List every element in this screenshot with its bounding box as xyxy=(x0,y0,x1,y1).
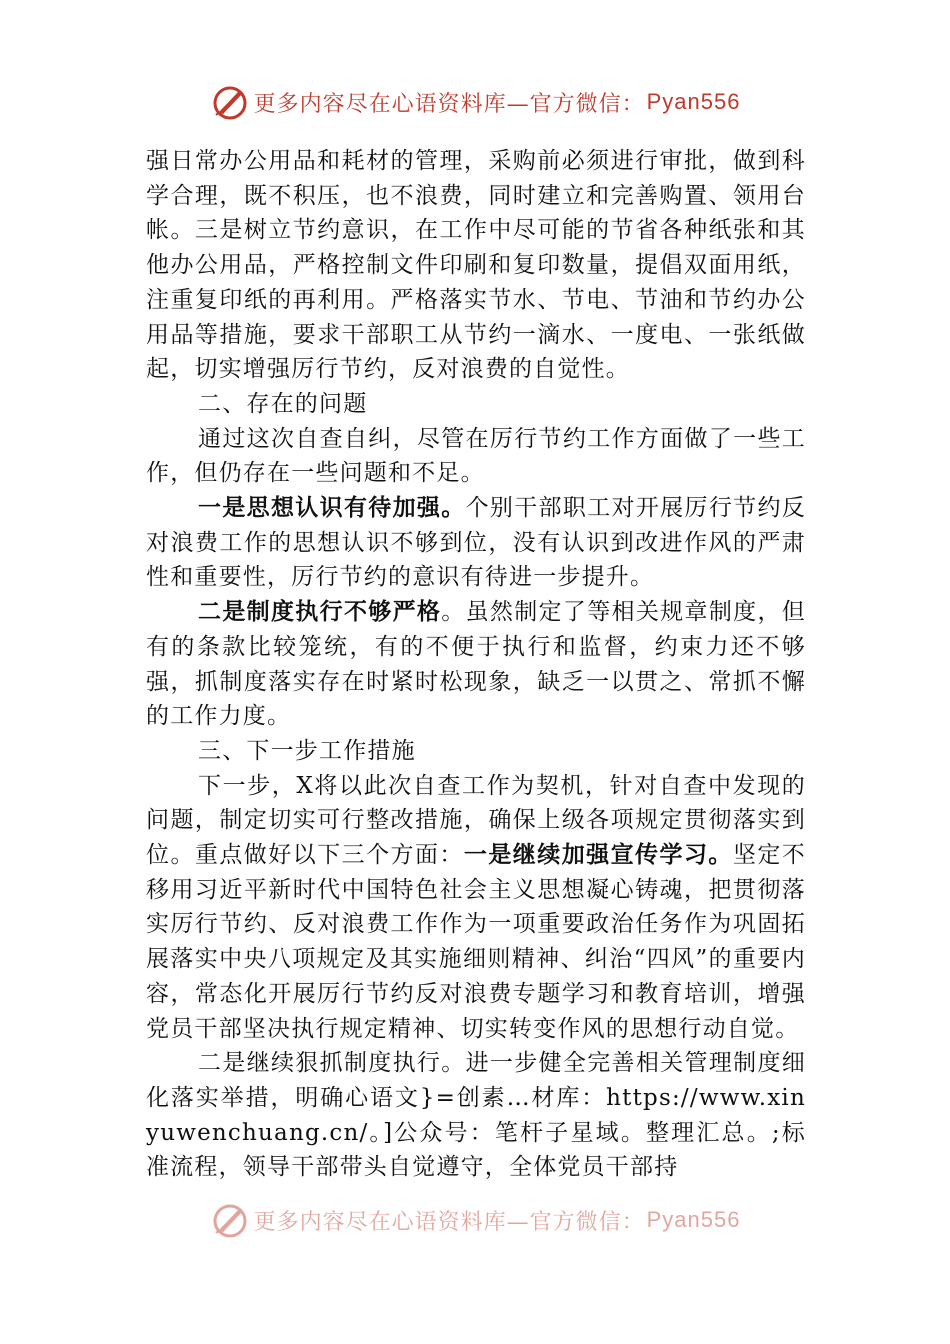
paragraph-system-execution xyxy=(146,595,806,734)
paragraph-self-inspection: 通过这次自查自纠，尽管在厉行节约工作方面做了一些工作，但仍存在一些问题和不足。 xyxy=(146,425,806,487)
text-next-steps-intro: 下一步，X将以此次自查工作为契机，针对自查中发现的问题，制定切实可行整改措施，确保上级各项规定贯彻落实到位。重点做好以下三个方面： xyxy=(146,772,806,869)
text-publicity-detail: 坚定不移用习近平新时代中国特色社会主义思想凝心铸魂，把贯彻落实厉行节约、反对浪费工作作为一项重要政治任务作为巩固拓展落实中央八项规定及其实施细则精神、纠治“四风”的重要内容，常态化开展厉行节约反对浪费专题学习和教育培训，增强党员干部坚决执行规定精神、切实转变作风的思想行动自觉。 xyxy=(146,842,806,1042)
bold-lead-publicity: 一是继续加强宣传学习。 xyxy=(463,842,733,869)
watermark-handle: Pyan556 xyxy=(646,1207,741,1232)
watermark-text: 更多内容尽在心语资料库—官方微信： xyxy=(253,91,645,117)
section-heading-next-steps: 三、下一步工作措施 xyxy=(198,737,416,764)
bold-lead-ideology: 一是思想认识有待加强。 xyxy=(198,495,466,522)
paragraph-savings-awareness: 强日常办公用品和耗材的管理，采购前必须进行审批，做到科学合理，既不积压，也不浪费，同时建立和完善购置、领用台帐。三是树立节约意识，在工作中尽可能的节省各种纸张和其他办公用品，严格控制文件印刷和复印数量，提倡双面用纸，注重复印纸的再利用。严格落实节水、节电、节油和节约办公用品等措施，要求干部职工从节约一滴水、一度电、一张纸做起，切实增强厉行节约，反对浪费的自觉性。 xyxy=(146,148,806,383)
text-ideology-detail: 个别干部职工对开展厉行节约反对浪费工作的思想认识不够到位，没有认识到改进作风的严肃性和重要性，厉行节约的意识有待进一步提升。 xyxy=(146,495,806,591)
footer-watermark xyxy=(0,1198,950,1242)
text-system-detail: 。虽然制定了等相关规章制度，但有的条款比较笼统，有的不便于执行和监督，约束力还不够强，抓制度落实存在时紧时松现象，缺乏一以贯之、常抓不懈的工作力度。 xyxy=(146,599,806,730)
paragraph-system-enforcement: 二是继续狠抓制度执行。进一步健全完善相关管理制度细化落实举措，明确心语文}=创素…材库：https://www.xinyuwenchuang.cn/。]公众号：笔杆子星域。整理汇总。;标准流程，领导干部带头自觉遵守，全体党员干部持 xyxy=(146,1050,806,1181)
watermark-handle: Pyan556 xyxy=(646,89,741,114)
watermark-text: 更多内容尽在心语资料库—官方微信： xyxy=(253,1209,645,1235)
header-watermark xyxy=(0,80,950,124)
paragraph-next-steps xyxy=(146,769,806,1047)
document-body xyxy=(146,144,806,1185)
pen-logo-icon xyxy=(210,1200,250,1240)
paragraph-ideology-awareness xyxy=(146,491,806,595)
bold-lead-system: 二是制度执行不够严格 xyxy=(198,599,442,626)
section-heading-problems: 二、存在的问题 xyxy=(198,390,368,417)
pen-logo-icon xyxy=(210,82,250,122)
